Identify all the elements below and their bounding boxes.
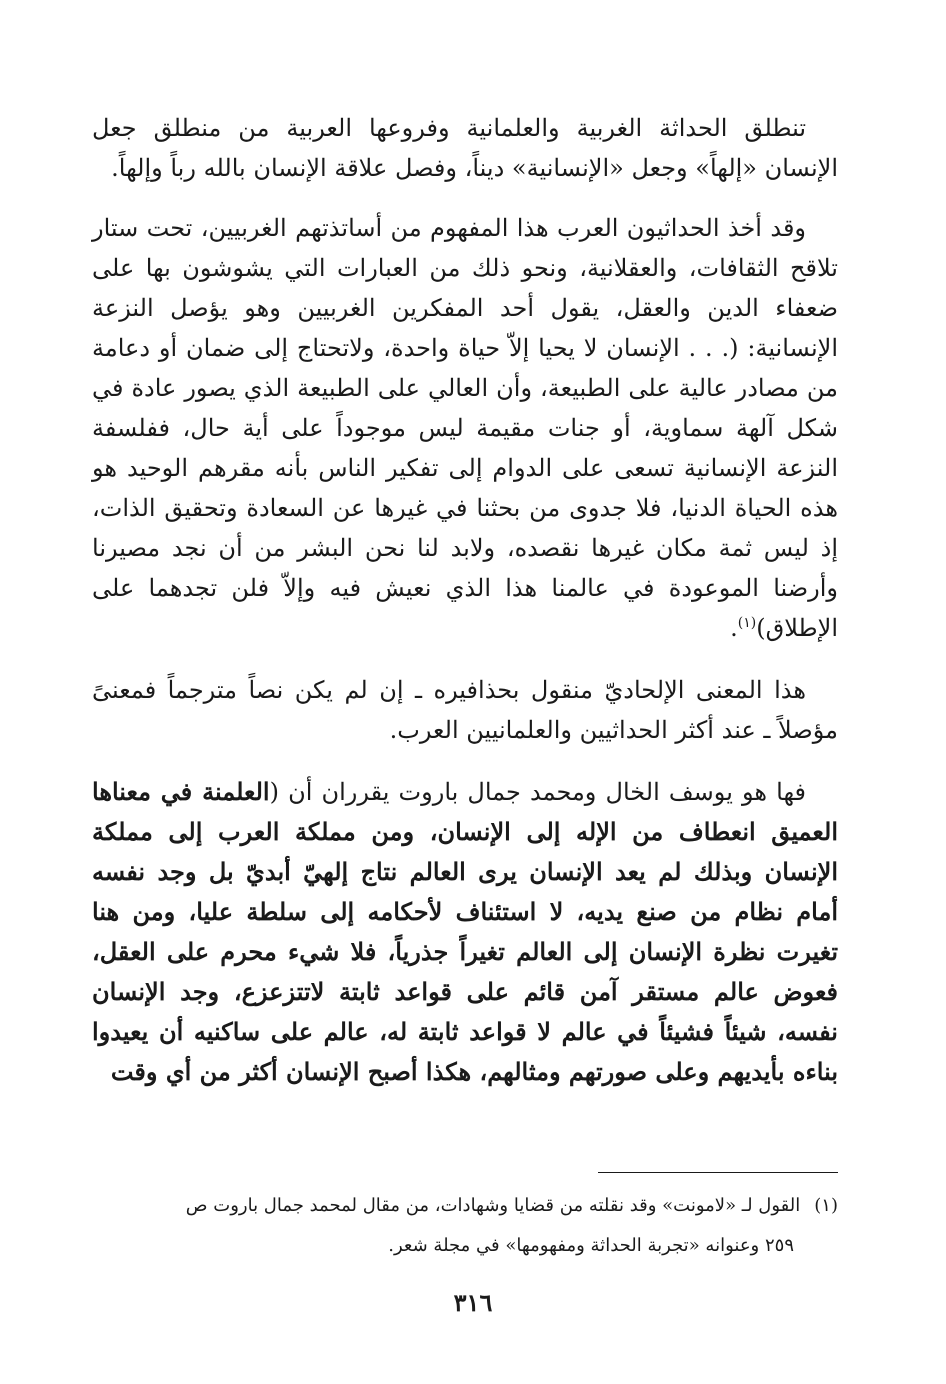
footnote-reference: (١)	[737, 615, 757, 631]
paragraph-4-intro: فها هو يوسف الخال ومحمد جمال باروت يقرران أن (	[269, 778, 806, 806]
paragraph-3	[92, 670, 838, 750]
page-number: ٣١٦	[453, 1288, 493, 1317]
paragraph-4-quote: العلمنة في معناها العميق انعطاف من الإله إلى الإنسان، ومن مملكة العرب إلى مملكة الإنسان وبذلك لم يعد الإنسان يرى العالم نتاج إلهيّ أبديّ بل وجد نفسه أمام نظام من صنع يديه، لا استئناف لأحكامه إلى سلطة عليا، ومن هنا تغيرت نظرة الإنسان إلى العالم تغيراً جذرياً، فلا شيء محرم على العقل، فعوض عالم مستقر آمن قائم على قواعد ثابتة لاتتزعزع، وجد الإنسان نفسه، شيئاً فشيئاً في عالم لا قواعد ثابتة له، عالم على ساكنيه أن يعيدوا بناءه بأيديهم وعلى صورتهم ومثالهم، هكذا أصبح الإنسان أكثر من أي وقت	[92, 777, 838, 1086]
page-body	[92, 108, 838, 1092]
footnotes	[92, 1186, 838, 1266]
paragraph-2	[92, 208, 838, 648]
footnote-1-text: القول لـ «لامونت» وقد نقلته من قضايا وشهادات، من مقال لمحمد جمال باروت ص	[185, 1195, 801, 1216]
paragraph-1	[92, 108, 838, 188]
paragraph-2-text: وقد أخذ الحداثيون العرب هذا المفهوم من أساتذتهم الغربيين، تحت ستار تلاقح الثقافات، والعقلانية، ونحو ذلك من العبارات التي يشوشون بها على ضعفاء الدين والعقل، يقول أحد المفكرين الغربيين وهو يؤصل النزعة الإنسانية: (. . . الإنسان لا يحيا إلاّ حياة واحدة، ولاتحتاج إلى ضمان أو دعامة من مصادر عالية على الطبيعة، وأن العالي على الطبيعة الذي يصور عادة في شكل آلهة سماوية، أو جنات مقيمة ليس موجوداً على أية حال، ففلسفة النزعة الإنسانية تسعى على الدوام إلى تفكير الناس بأنه مقرهم الوحيد هو هذه الحياة الدنيا، فلا جدوى من بحثنا في غيرها عن السعادة وتحقيق الذات، إذ ليس ثمة مكان غيرها نقصده، ولابد لنا نحن البشر من أن نجد مصيرنا وأرضنا الموعودة في عالمنا هذا الذي نعيش فيه وإلاّ فلن تجدهما على الإطلاق)	[92, 214, 838, 642]
footnote-1-number: (١)	[814, 1195, 838, 1216]
paragraph-4	[92, 772, 838, 1092]
paragraph-3-text: هذا المعنى الإلحاديّ منقول بحذافيره ـ إن لم يكن نصاً مترجماً فمعنىً مؤصلاً ـ عند أكثر الحداثيين والعلمانيين العرب.	[92, 676, 838, 744]
footnote-divider	[598, 1172, 838, 1173]
paragraph-2-end: .	[730, 614, 738, 642]
footnote-1-line-1	[92, 1186, 838, 1226]
paragraph-1-text: تنطلق الحداثة الغربية والعلمانية وفروعها العربية من منطلق جعل الإنسان «إلهاً» وجعل «الإنسانية» ديناً، وفصل علاقة الإنسان بالله رباً وإلهاً.	[92, 114, 838, 182]
footnote-1-line-2: ٢٥٩ وعنوانه «تجربة الحداثة ومفهومها» في مجلة شعر.	[388, 1235, 794, 1256]
